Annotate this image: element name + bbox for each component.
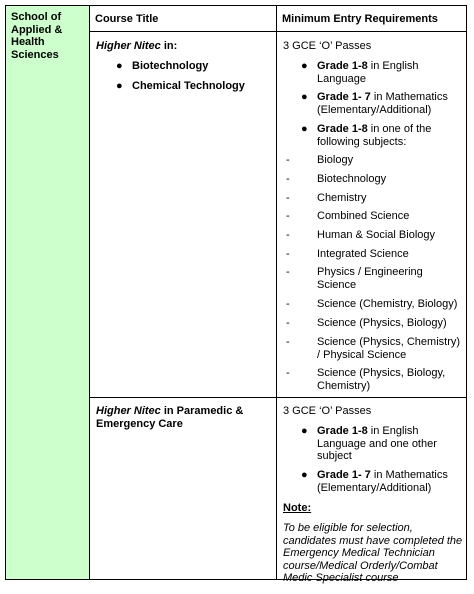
subject-item: Chemistry bbox=[317, 192, 367, 204]
row1-intro: 3 GCE ‘O’ Passes bbox=[283, 40, 372, 52]
bullet-icon: ● bbox=[301, 123, 308, 135]
dash-marker: - bbox=[286, 367, 290, 379]
row2-course-suffix: in Paramedic & Emergency Care bbox=[96, 405, 244, 430]
grade-label: Grade 1- 7 bbox=[317, 91, 371, 103]
row1-req-english bbox=[317, 60, 463, 85]
bullet-icon: ● bbox=[301, 425, 308, 437]
entry-requirements-table bbox=[5, 5, 467, 584]
requirements-header-label: Minimum Entry Requirements bbox=[282, 13, 438, 25]
school-cell bbox=[6, 6, 89, 579]
subject-item: Human & Social Biology bbox=[317, 229, 436, 241]
subject-item: Biotechnology bbox=[317, 173, 387, 185]
subject-item: Science (Physics, Biology, Chemistry) bbox=[317, 367, 446, 392]
grade-label: Grade 1- 7 bbox=[317, 469, 371, 481]
subject-item: Biology bbox=[317, 154, 354, 166]
subject-item: Physics / Engineering Science bbox=[317, 266, 423, 291]
bullet-icon: ● bbox=[301, 60, 308, 72]
row2-course-prefix: Higher Nitec bbox=[96, 405, 161, 417]
column-divider-2 bbox=[276, 6, 277, 579]
course-title-header-label: Course Title bbox=[95, 13, 159, 25]
row1-course-title bbox=[96, 40, 271, 53]
course-title-header bbox=[90, 6, 276, 31]
row2-req-math bbox=[317, 469, 463, 494]
dash-marker: - bbox=[286, 210, 290, 222]
column-divider-1 bbox=[89, 6, 90, 579]
row1-course-biotechnology: Biotechnology bbox=[132, 60, 209, 72]
dash-marker: - bbox=[286, 192, 290, 204]
dash-marker: - bbox=[286, 248, 290, 260]
row2-course-title bbox=[96, 405, 271, 430]
subject-item: Science (Chemistry, Biology) bbox=[317, 298, 458, 310]
note-text: To be eligible for selection, candidates must have completed the Emergency Medical Technician course/Medical Orderly/Combat Medic Specialist course bbox=[283, 522, 463, 584]
grade-label: Grade 1-8 bbox=[317, 60, 368, 72]
dash-marker: - bbox=[286, 266, 290, 278]
dash-marker: - bbox=[286, 336, 290, 348]
bullet-icon: ● bbox=[301, 469, 308, 481]
grade-label: Grade 1-8 bbox=[317, 123, 368, 135]
note-label: Note: bbox=[283, 502, 312, 514]
row1-req-math bbox=[317, 91, 463, 116]
req-text: in one of the following subjects: bbox=[317, 123, 432, 148]
subject-item: Combined Science bbox=[317, 210, 410, 222]
grade-label: Grade 1-8 bbox=[317, 425, 368, 437]
school-name: School of Applied & Health Sciences bbox=[11, 11, 63, 61]
row1-course-prefix: Higher Nitec bbox=[96, 40, 161, 52]
row2-req-english bbox=[317, 425, 463, 463]
dash-marker: - bbox=[286, 173, 290, 185]
bullet-icon: ● bbox=[116, 60, 123, 72]
subject-item: Science (Physics, Biology) bbox=[317, 317, 447, 329]
requirements-header bbox=[277, 6, 467, 31]
bullet-icon: ● bbox=[116, 80, 123, 92]
row1-course-chemical-technology: Chemical Technology bbox=[132, 80, 245, 92]
dash-marker: - bbox=[286, 229, 290, 241]
header-divider bbox=[89, 31, 466, 32]
row-divider bbox=[89, 397, 466, 398]
req-text: in English Language and one other subject bbox=[317, 425, 437, 462]
row1-req-subject bbox=[317, 123, 463, 148]
dash-marker: - bbox=[286, 298, 290, 310]
req-text: in English Language bbox=[317, 60, 419, 85]
dash-marker: - bbox=[286, 154, 290, 166]
row1-course-suffix: in: bbox=[160, 40, 178, 52]
subject-item: Science (Physics, Chemistry) / Physical Science bbox=[317, 336, 461, 361]
row2-intro: 3 GCE ‘O’ Passes bbox=[283, 405, 372, 417]
req-text: in Mathematics (Elementary/Additional) bbox=[317, 469, 448, 494]
req-text: in Mathematics (Elementary/Additional) bbox=[317, 91, 448, 116]
subject-item: Integrated Science bbox=[317, 248, 409, 260]
dash-marker: - bbox=[286, 317, 290, 329]
bullet-icon: ● bbox=[301, 91, 308, 103]
